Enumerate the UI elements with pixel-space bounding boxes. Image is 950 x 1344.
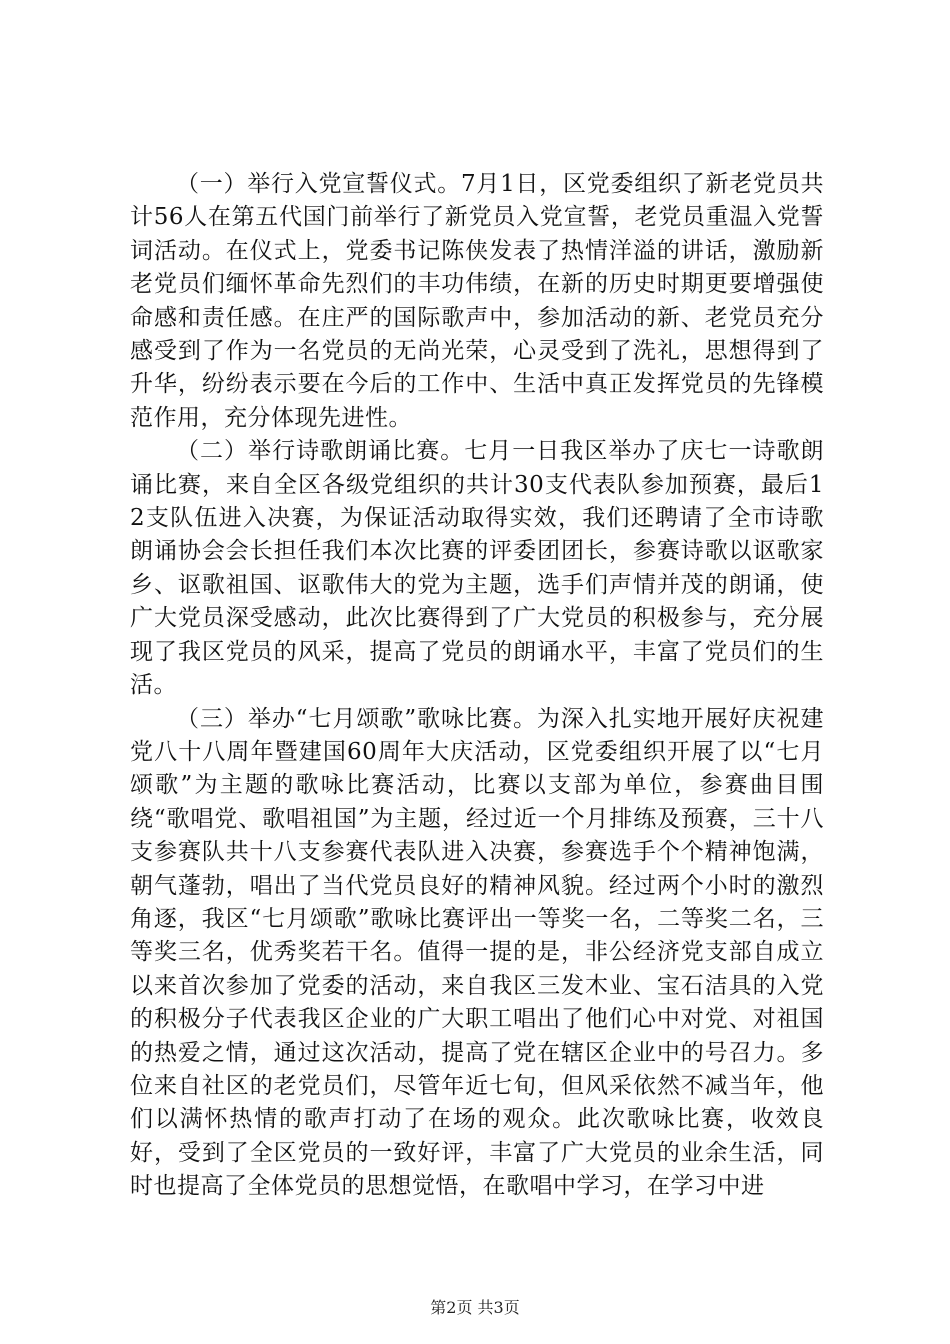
paragraph-poetry-recital: （二）举行诗歌朗诵比赛。七月一日我区举办了庆七一诗歌朗诵比赛，来自全区各级党组织的共计30支代表队参加预赛，最后12支队伍进入决赛，为保证活动取得实效，我们还聘请了全市诗歌朗诵协会会长担任我们本次比赛的评委团团长，参赛诗歌以讴歌家乡、讴歌祖国、讴歌伟大的党为主题，选手们声情并茂的朗诵，使广大党员深受感动，此次比赛得到了广大党员的积极参与，充分展现了我区党员的风采，提高了党员的朗诵水平，丰富了党员们的生活。 — [130, 438, 824, 699]
paragraph-singing-contest: （三）举办“七月颂歌”歌咏比赛。为深入扎实地开展好庆祝建党八十八周年暨建国60周年大庆活动，区党委组织开展了以“七月颂歌”为主题的歌咏比赛活动，比赛以支部为单位，参赛曲目围绕“歌唱党、歌唱祖国”为主题，经过近一个月排练及预赛，三十八支参赛队共十八支参赛代表队进入决赛，参赛选手个个精神饱满，朝气蓬勃，唱出了当代党员良好的精神风貌。经过两个小时的激烈角逐，我区“七月颂歌”歌咏比赛评出一等奖一名，二等奖二名，三等奖三名，优秀奖若干名。值得一提的是，非公经济党支部自成立以来首次参加了党委的活动，来自我区三发木业、宝石洁具的入党的积极分子代表我区企业的广大职工唱出了他们心中对党、对祖国的热爱之情，通过这次活动，提高了党在辖区企业中的号召力。多位来自社区的老党员们，尽管年近七旬，但风采依然不减当年，他们以满怀热情的歌声打动了在场的观众。此次歌咏比赛，收效良好，受到了全区党员的一致好评，丰富了广大党员的业余生活，同时也提高了全体党员的思想觉悟，在歌唱中学习，在学习中进 — [130, 705, 824, 1200]
page-footer: 第2页 共3页 — [430, 1298, 520, 1317]
paragraph-oath-ceremony: （一）举行入党宣誓仪式。7月1日，区党委组织了新老党员共计56人在第五代国门前举行了新党员入党宣誓，老党员重温入党誓词活动。在仪式上，党委书记陈侠发表了热情洋溢的讲话，激励新老党员们缅怀革命先烈们的丰功伟绩，在新的历史时期更要增强使命感和责任感。在庄严的国际歌声中，参加活动的新、老党员充分感受到了作为一名党员的无尚光荣，心灵受到了洗礼，思想得到了升华，纷纷表示要在今后的工作中、生活中真正发挥党员的先锋模范作用，充分体现先进性。 — [130, 171, 824, 431]
document-body — [130, 168, 824, 1204]
